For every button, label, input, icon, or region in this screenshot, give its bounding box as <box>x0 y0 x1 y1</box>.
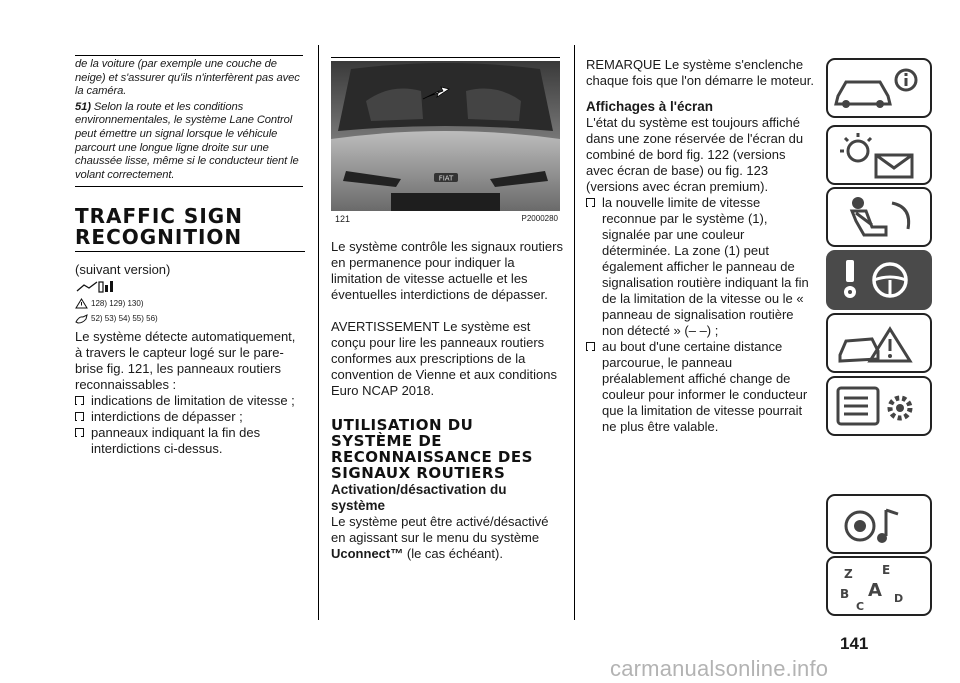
svg-text:E: E <box>882 563 891 577</box>
brand-badge: FIAT <box>438 174 454 183</box>
title-rule <box>75 251 305 252</box>
tab-emergency[interactable] <box>826 313 932 373</box>
figure-121 <box>331 57 560 229</box>
checkbox-bullet-icon <box>75 428 84 437</box>
uconnect-label: Uconnect™ <box>331 546 404 561</box>
col2-para3 <box>331 514 563 562</box>
col3-subtitle: Affichages à l'écran <box>586 99 714 114</box>
section2-title-line: RECONNAISSANCE DES <box>331 448 533 466</box>
tab-index[interactable] <box>826 556 932 616</box>
car-info-icon <box>828 60 930 116</box>
svg-text:Z: Z <box>844 567 853 581</box>
note-text-1: de la voiture (par exemple une couche de neige) et s'assurer qu'ils n'interfèrent pas avec la caméra. <box>75 58 300 98</box>
bullet-text: indications de limitation de vitesse ; <box>91 393 295 408</box>
warning-refs <box>75 298 305 309</box>
svg-text:B: B <box>840 587 850 601</box>
bullet-item <box>586 195 816 339</box>
bullet-text: interdictions de dépasser ; <box>91 409 243 424</box>
section-traffic-sign <box>75 206 305 457</box>
bullet-item <box>586 339 816 435</box>
svg-text:D: D <box>894 592 904 605</box>
checkbox-bullet-icon <box>586 342 595 351</box>
section2-title-line: SYSTÈME DE <box>331 432 443 450</box>
bullet-text: panneaux indiquant la fin des interdictions ci-dessus. <box>91 425 261 456</box>
bullet-text: au bout d'une certaine distance parcourue, le panneau préalablement affiché change de couleur pour informer le conducteur que la limitation de vitesse pourrait ne plus être valable. <box>602 339 808 434</box>
col2-para1: Le système contrôle les signaux routiers en permanence pour indiquer la limitation de vitesse actuelle et les éventuelles interdictions de dépasser. <box>331 239 563 302</box>
warning-triangle-icon <box>75 298 88 309</box>
checkbox-bullet-icon <box>586 198 595 207</box>
bullet-item <box>75 425 305 457</box>
section2-title <box>331 417 563 481</box>
col2-para3-text: Le système peut être activé/désactivé en agissant sur le menu du système <box>331 514 549 545</box>
seat-airbag-icon <box>828 189 930 245</box>
svg-text:A: A <box>868 580 882 601</box>
column-3 <box>586 57 816 435</box>
note-ref: 51) <box>75 100 91 113</box>
version-note: (suivant version) <box>75 262 171 277</box>
note-text-2 <box>75 101 303 183</box>
figure-number: 121 <box>335 214 351 224</box>
column-divider <box>318 45 319 620</box>
caution-hand-icon <box>75 313 88 324</box>
svg-text:C: C <box>856 600 865 613</box>
section1-body: Le système détecte automatiquement, à travers le capteur logé sur le pare-brise fig. 121, les panneaux routiers reconnaissables : <box>75 329 296 392</box>
car-warning-icon <box>828 315 930 371</box>
col2-para2: AVERTISSEMENT Le système est conçu pour lire les panneaux routiers conformes aux prescriptions de la convention de Vienne et aux conditions Euro NCAP 2018. <box>331 319 557 398</box>
tab-car-info[interactable] <box>826 58 932 118</box>
bullet-item <box>75 409 305 425</box>
checkbox-bullet-icon <box>75 412 84 421</box>
multimedia-icon <box>828 496 930 552</box>
col2-subtitle: Activation/désactivation du système <box>331 482 507 513</box>
column-2 <box>331 239 563 562</box>
caution-refs <box>75 313 305 324</box>
page-number: 141 <box>840 634 869 653</box>
section2-title-line: SIGNAUX ROUTIERS <box>331 464 506 482</box>
key-steering-wheel-icon <box>828 252 930 308</box>
index-letters-icon <box>828 558 930 614</box>
bullet-text: la nouvelle limite de vitesse reconnue par le système (1), signalée par une couleur déterminée. La zone (1) peut également afficher le panneau de signalisation routière indiquant la fin de la limitation de la vitesse ou le « panneau de signalisation routière non détecté » (– –) ; <box>602 195 809 338</box>
windshield-camera-photo <box>331 61 560 211</box>
bullet-item <box>75 393 305 409</box>
service-gear-icon <box>828 378 930 434</box>
note-text-2-body: Selon la route et les conditions environnementales, le système Lane Control peut émettre un signal lorsque le véhicule parcourt une longue ligne droite sur une chaussée lisse, même si le conducteur tient le volant correctement. <box>75 100 299 181</box>
equipment-icon <box>75 279 305 295</box>
section-title-line1: TRAFFIC SIGN <box>75 204 243 228</box>
figure-code: P2000280 <box>521 214 558 223</box>
caution-refs-text: 52) 53) 54) 55) 56) <box>91 313 158 323</box>
col2-para3-tail: (le cas échéant). <box>406 546 503 561</box>
tab-multimedia[interactable] <box>826 494 932 554</box>
col3-para: L'état du système est toujours affiché dans une zone réservée de l'écran du combiné de bord fig. 122 (versions avec écran de base) ou fig. 123 (versions avec écran premium). <box>586 115 804 194</box>
tab-maintenance[interactable] <box>826 376 932 436</box>
column-divider <box>574 45 575 620</box>
tab-seats-safety[interactable] <box>826 187 932 247</box>
tab-lights-messages[interactable] <box>826 125 932 185</box>
checkbox-bullet-icon <box>75 396 84 405</box>
remark-text: REMARQUE Le système s'enclenche chaque fois que l'on démarre le moteur. <box>586 57 814 88</box>
note-box <box>75 55 303 187</box>
section2-title-line: UTILISATION DU <box>331 416 474 434</box>
tab-starting-driving[interactable] <box>826 250 932 310</box>
watermark: carmanualsonline.info <box>610 656 829 681</box>
warning-refs-text: 128) 129) 130) <box>91 298 144 308</box>
lights-message-icon <box>828 127 930 183</box>
section-title-line2: RECOGNITION <box>75 225 243 249</box>
